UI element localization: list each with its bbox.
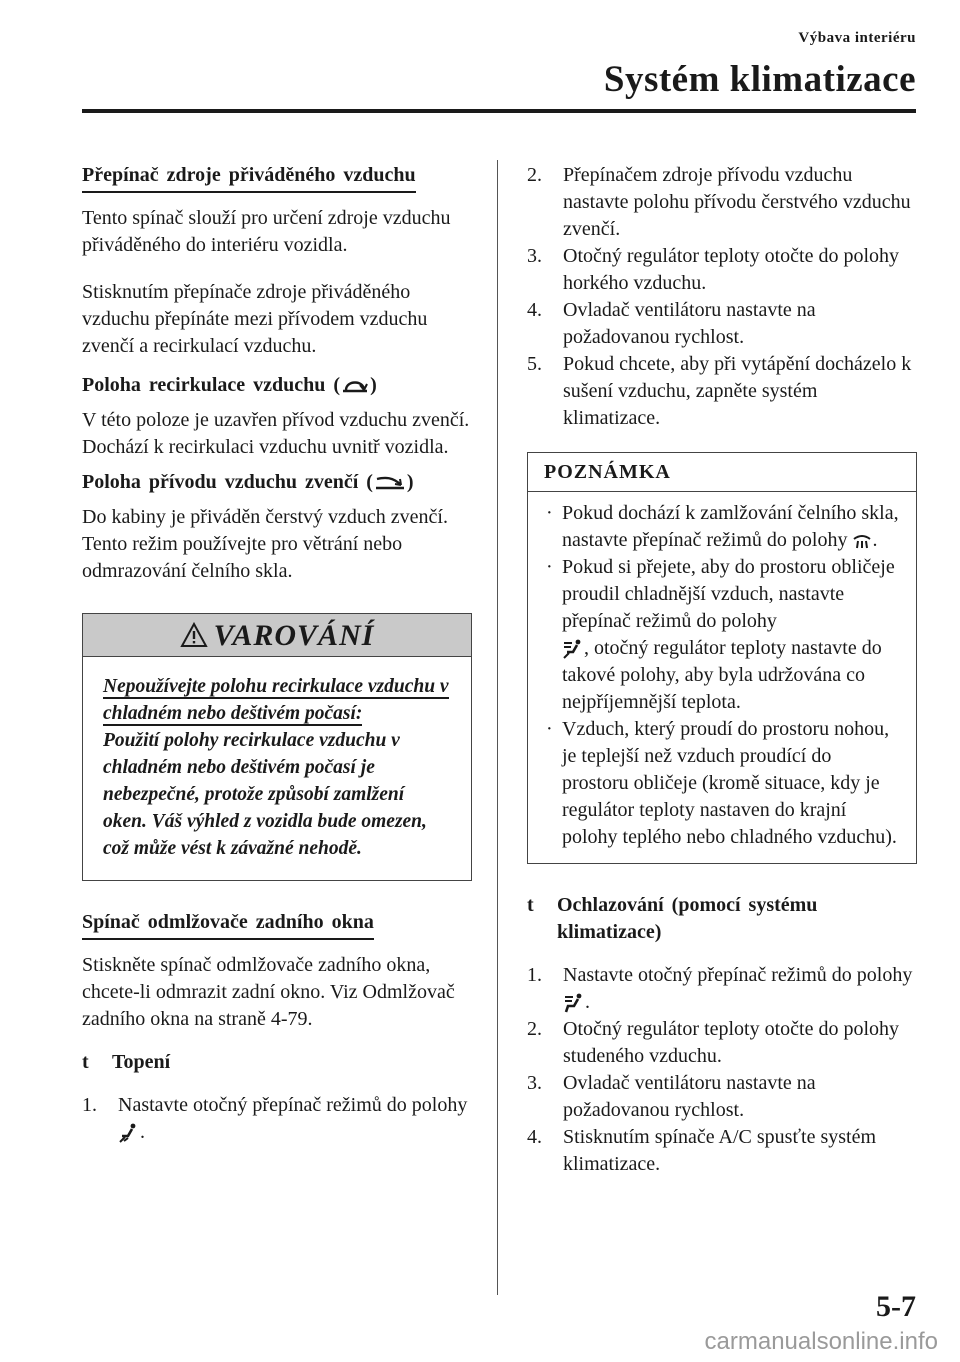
step-text: Ovladač ventilátoru nastavte na požadovanou rychlost. — [563, 1072, 816, 1121]
cooling-title: Ochlazování (pomocí systému klimatizace) — [557, 894, 818, 943]
note-text: Pokud si přejete, aby do prostoru obličeje proudil chladnější vzduch, nastavte přepínač režimů do polohy — [562, 556, 895, 632]
cooling-bullet: t — [527, 894, 534, 916]
feet-mode-icon — [118, 1122, 140, 1144]
step-text: Přepínačem zdroje přívodu vzduchu nastavte polohu přívodu čerstvého vzduchu zvenčí. — [563, 164, 911, 240]
bullet-dot: · — [546, 556, 553, 578]
face-mode-icon — [563, 992, 585, 1014]
cooling-step — [527, 1124, 917, 1178]
note-title: POZNÁMKA — [528, 453, 916, 492]
heating-bullet: t — [82, 1051, 89, 1073]
rear-defogger-heading: Spínač odmlžovače zadního okna — [82, 909, 374, 940]
recirculation-heading — [82, 372, 472, 399]
right-column — [527, 162, 917, 1178]
step-number: 2. — [527, 1018, 542, 1040]
warning-header — [83, 614, 471, 657]
step-text: Ovladač ventilátoru nastavte na požadovanou rychlost. — [563, 299, 816, 348]
step-end: . — [585, 991, 590, 1013]
bullet-dot: · — [546, 502, 553, 524]
cooling-step — [527, 962, 917, 1016]
heating-title: Topení — [112, 1051, 171, 1073]
note-body — [528, 492, 916, 863]
step-number: 4. — [527, 299, 542, 321]
step-number: 4. — [527, 1126, 542, 1148]
step-number: 1. — [82, 1094, 97, 1116]
outside-air-heading-close: ) — [406, 471, 414, 493]
recirculation-heading-text: Poloha recirkulace vzduchu ( — [82, 374, 341, 396]
cooling-step — [527, 1070, 917, 1124]
step-number: 1. — [527, 964, 542, 986]
left-column — [82, 162, 472, 1146]
warning-triangle-icon — [180, 622, 208, 648]
step-number: 2. — [527, 164, 542, 186]
step-number: 3. — [527, 245, 542, 267]
step-text: Nastavte otočný přepínač režimů do polohy — [563, 964, 913, 986]
step-number: 5. — [527, 353, 542, 375]
note-bullet-item — [542, 500, 902, 554]
cooling-step — [527, 1016, 917, 1070]
heating-step — [82, 1092, 472, 1146]
step-text: Pokud chcete, aby při vytápění docházelo k sušení vzduchu, zapněte systém klimatizace. — [563, 353, 912, 429]
watermark: carmanualsonline.info — [704, 1328, 938, 1355]
heating-steps — [82, 1092, 472, 1146]
step-text: Otočný regulátor teploty otočte do polohy horkého vzduchu. — [563, 245, 900, 294]
recirculation-paragraph: V této poloze je uzavřen přívod vzduchu zvenčí. Dochází k recirkulaci vzduchu uvnitř vozidla. — [82, 409, 470, 458]
step-text: Otočný regulátor teploty otočte do polohy studeného vzduchu. — [563, 1018, 900, 1067]
defrost-mode-icon — [852, 531, 872, 551]
step-text: Nastavte otočný přepínač režimů do polohy — [118, 1094, 468, 1116]
warning-text: Použití polohy recirkulace vzduchu v chladném nebo deštivém počasí je nebezpečné, protože způsobí zamlžení oken. Váš výhled z vozidla bude omezen, což může vést k závažné nehodě. — [103, 730, 427, 859]
air-source-switch-paragraph: Stisknutím přepínače zdroje přiváděného vzduchu přepínáte mezi přívodem vzduchu zvenčí a recirkulací vzduchu. — [82, 281, 428, 357]
note-box — [527, 452, 917, 864]
step-number: 3. — [527, 1072, 542, 1094]
recirculation-icon — [340, 376, 370, 396]
note-text: Vzduch, který proudí do prostoru nohou, je teplejší než vzduch proudící do prostoru obličeje (kromě situace, kdy je regulátor teploty nastaven do krajní polohy teplého nebo chladného vzduchu). — [562, 718, 897, 848]
recirculation-heading-close: ) — [370, 374, 377, 396]
outside-air-icon — [373, 473, 407, 493]
note-bullet-item — [542, 554, 902, 716]
warning-lead: Nepoužívejte polohu recirkulace vzduchu v chladném nebo deštivém počasí: — [103, 676, 449, 724]
cooling-heading — [527, 892, 917, 946]
warning-box — [82, 613, 472, 881]
warning-body — [83, 657, 471, 880]
air-source-paragraph: Tento spínač slouží pro určení zdroje vzduchu přiváděného do interiéru vozidla. — [82, 207, 451, 256]
heating-steps-continued — [527, 162, 917, 432]
column-divider — [497, 160, 498, 1295]
heating-step — [527, 243, 917, 297]
cooling-steps — [527, 962, 917, 1178]
note-text: , otočný regulátor teploty nastavte do takové polohy, aby byla udržována co nejpříjemnější teplota. — [562, 637, 882, 713]
note-text-end: . — [872, 529, 878, 551]
step-end: . — [140, 1121, 145, 1143]
outside-air-heading-text: Poloha přívodu vzduchu zvenčí ( — [82, 471, 373, 493]
heating-step — [527, 162, 917, 243]
note-bullet-item — [542, 716, 902, 851]
warning-title: VAROVÁNÍ — [213, 618, 375, 652]
header-rule — [82, 109, 916, 113]
heating-step — [527, 297, 917, 351]
face-feet-mode-icon — [562, 638, 584, 660]
heating-step — [527, 351, 917, 432]
section-kicker: Výbava interiéru — [798, 30, 916, 46]
outside-air-paragraph: Do kabiny je přiváděn čerstvý vzduch zvenčí. Tento režim používejte pro větrání nebo odmrazování čelního skla. — [82, 506, 448, 582]
air-source-heading: Přepínač zdroje přiváděného vzduchu — [82, 162, 416, 193]
section-title: Systém klimatizace — [603, 59, 916, 100]
page-number: 5-7 — [876, 1290, 916, 1323]
note-text: Pokud dochází k zamlžování čelního skla, nastavte přepínač režimů do polohy — [562, 502, 899, 551]
heating-heading — [82, 1049, 472, 1076]
rear-defogger-paragraph: Stiskněte spínač odmlžovače zadního okna, chcete-li odmrazit zadní okno. Viz Odmlžovač zadního okna na straně 4-79. — [82, 954, 455, 1030]
bullet-dot: · — [546, 718, 553, 740]
step-text: Stisknutím spínače A/C spusťte systém klimatizace. — [563, 1126, 876, 1175]
outside-air-heading — [82, 469, 472, 496]
